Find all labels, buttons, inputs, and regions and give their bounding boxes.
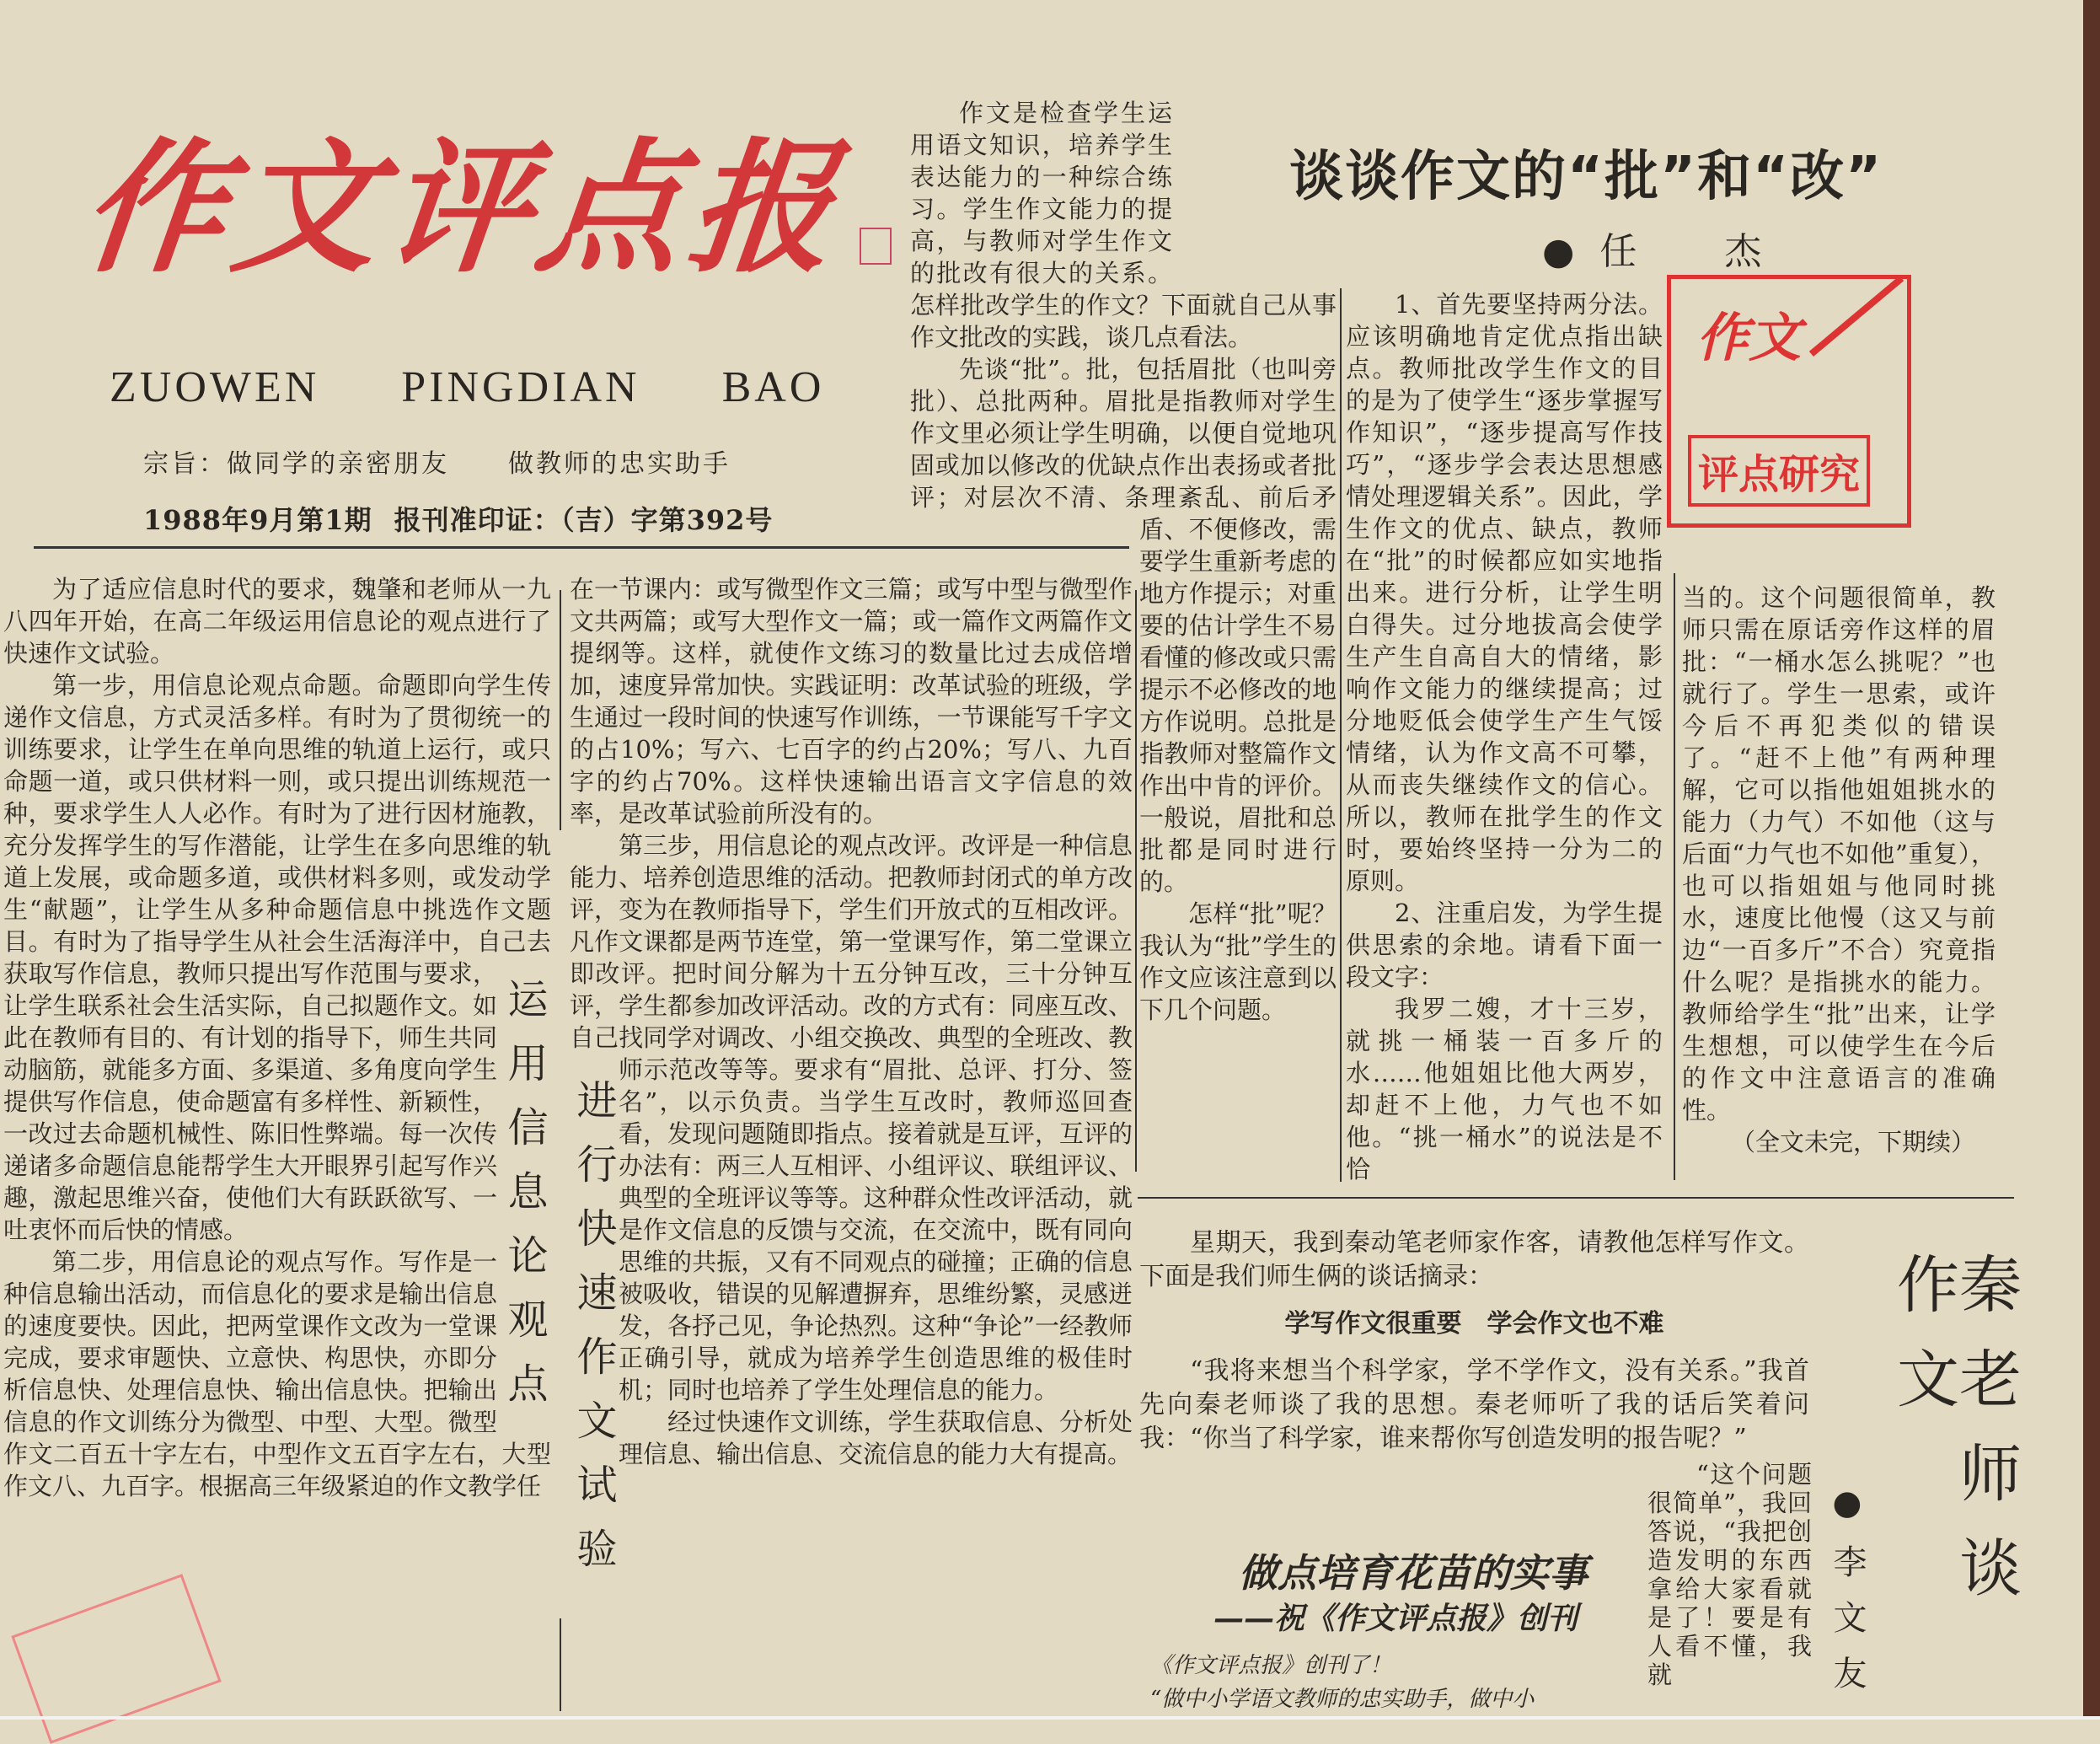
motto [143,443,731,480]
qin-article-title: 秦老师谈作文 [1887,1252,2022,1629]
left-article-title-2: 进行快速作文试验 [570,1079,617,1591]
paragraph: 我罗二嫂，才十三岁，就挑一桶装一百多斤的水……他姐姐比他大两岁，却赶不上他，力气也不如他。“挑一桶水”的说法是不恰 [1346,995,1663,1183]
page-edge [2083,0,2100,1720]
left-article-col2 [570,573,1133,1716]
masthead-pinyin: ZUOWEN PINGDIAN BAO [110,363,825,411]
paragraph: 作文是检查学生运用语文知识，培养学生表达能力的一种综合练习。学生作文能力的提高，与教师对学生作文的批改有很大的关系。怎样批改学生的作文？下面就自己从事作文批改的实践，谈几点看法。 [910,99,1337,351]
article-title: 谈谈作文的“批”和“改” [1289,146,1883,208]
column-divider [560,590,561,830]
qin-subheading: 学写作文很重要 学会作文也不难 [1284,1309,1664,1339]
paragraph: 2、注重启发，为学生提供思索的余地。请看下面一段文字： [1346,899,1663,991]
paragraph: 为了适应信息时代的要求，魏肇和老师从一九八四年开始，在高二年级运用信息论的观点进行了快速作文试验。 [3,575,551,668]
paragraph: “我将来想当个科学家，学不学作文，没有关系。”我首先向秦老师谈了我的思想。秦老师听了我的话后笑着问我：“你当了科学家，谁来帮你写创造发明的报告呢？” [1139,1356,1809,1453]
paragraph: 第三步，用信息论的观点改评。改评是一种信息能力、培养创造思维的活动。把教师封闭式的单方改评，变为在教师指导下，学生们开放式的互相改评。凡作文课都是两节连堂，第一堂课写作，第二堂课立即改评。把时间分解为十五分钟互改，三十分钟互评，学生都参加改评活动。改的方式有：同座互改、自己找同学对调改、小组交换改、典型的全班改、教师示范改等等。要求有“眉批、总评、打分、签名”，以示负责。当学生互改时，教师巡回查看，发现问题随即指点。接着就是互评，互评的办法有：两三人互相评、小组评议、联组评议、典型的全班评议等等。这种群众性改评活动，就是作文信息的反馈与交流，在交流中，既有同向思维的共振，又有不同观点的碰撞；正确的信息被吸收，错误的见解遭摒弃，思维纷繁，灵感迸发，各抒己见，争论热烈。这种“争论”一经教师正确引导，就成为培养学生创造思维的极佳时机；同时也培养了学生处理信息的能力。 [570,831,1133,1404]
congrats-line-2: “做中小学语文教师的忠实助手，做中小 [1150,1687,1535,1712]
stamp-line-1: 作文 [1696,307,1802,368]
paragraph: 在一节课内：或写微型作文三篇；或写中型与微型作文共两篇；或写大型作文一篇；或一篇作文两篇作文提纲等。这样，就使作文练习的数量比过去成倍增加，速度异常加快。实践证明：改革试验的班级，学生通过一段时间的快速写作训练，一节课能写千字文的占10%；写六、七百字的约占20%；写八、九百字的约占70%。这样快速输出语言文字信息的效率，是改革试验前所没有的。 [570,575,1133,828]
paragraph: 先谈“批”。批，包括眉批（也叫旁批）、总批两种。眉批是指教师对学生作文里必须让学生明确，以便自觉地巩固或加以修改的优缺点作出表扬或者批评；对层次不清、条理紊乱、前后矛盾、不便修改，需要学生重新考虑的地方作提示；对重要的估计学生不易看懂的修改或只需提示不必修改的地方作说明。总批是指教师对整篇作文作出中肯的评价。一般说，眉批和总批都是同时进行的。 [910,355,1337,896]
left-article-col1 [3,573,551,1716]
continued-note: （全文未完，下期续） [1731,1128,1976,1156]
seal-mark [860,228,892,265]
column-stamp [1667,275,1911,528]
motto-2: 做教师的忠实助手 [508,449,731,479]
congrats-subtitle: ——祝《作文评点报》创刊 [1213,1601,1578,1636]
qin-article-author: ●李文友 [1828,1484,1867,1711]
section-rule [1138,1197,2014,1199]
left-article-title-1: 运用信息论观点 [501,978,548,1426]
congrats-line-1: 《作文评点报》创刊了！ [1150,1653,1392,1678]
paragraph: 第二步，用信息论的观点写作。写作是一种信息输出活动，而信息化的要求是输出信息的速度要快。因此，把两堂课作文改为一堂课完成，要求审题快、立意快、构思快，亦即分析信息快、处理信息快、输出信息快。把输出信息的作文训练分为微型、中型、大型。微型作文二百五十字左右，中型作文五百字左右，大型作文八、九百字。根据高三年级紧迫的作文教学任 [3,1248,551,1500]
paragraph: 怎样“批”呢？我认为“批”学生的作文应该注意到以下几个问题。 [1139,899,1337,1024]
paragraph: 1、首先要坚持两分法。应该明确地肯定优点指出缺点。教师批改学生作文的目的是为了使学生“逐步掌握写作知识”，“逐步提高写作技巧”，“逐步学会表达思想感情处理逻辑关系”。因此，学生作文的优点、缺点，教师在“批”的时候都应如实地指出来。进行分析，让学生明白得失。过分地拔高会使学生产生自高自大的情绪，影响作文能力的继续提高；过分地贬低会使学生产生气馁情绪，认为作文高不可攀，从而丧失继续作文的信心。所以，教师在批学生的作文时，要始终坚持一分为二的原则。 [1346,290,1663,895]
column-divider [560,1618,561,1711]
main-article-col3 [1682,582,1996,1158]
main-article-col2 [1346,288,1663,1185]
issue-date: 1988年9月第1期 [143,504,372,536]
masthead-logo: 作文评点报 [73,124,851,292]
qin-article-body [1139,1226,1809,1456]
issue-line [143,499,773,538]
paragraph: “这个问题很简单”，我回答说，“我把创造发明的东西拿给大家看就是了！要是有人看不懂，我就 [1647,1460,1812,1689]
article-author: ●任 杰 [1542,230,1787,273]
paragraph: 星期天，我到秦动笔老师家作客，请教他怎样写作文。下面是我们师生俩的谈话摘录： [1139,1228,1809,1291]
paragraph: 第一步，用信息论观点命题。命题即向学生传递作文信息，方式灵活多样。有时为了贯彻统一的训练要求，让学生在单向思维的轨道上运行，或只命题一道，或只供材料一则，或只提出训练规范一种，要求学生人人必作。有时为了进行因材施教，充分发挥学生的写作潜能，让学生在多向思维的轨道上发展，或命题多道，或供材料多则，或发动学生“献题”，让学生从多种命题信息中挑选作文题目。有时为了指导学生从社会生活海洋中，自己去获取写作信息，教师只提出写作范围与要求，让学生联系社会生活实际，自己拟题作文。如此在教师有目的、有计划的指导下，师生共同动脑筋，就能多方面、多渠道、多角度向学生提供写作信息，使命题富有多样性、新颖性，一改过去命题机械性、陈旧性弊端。每一次传递诸多命题信息能帮学生大开眼界引起写作兴趣，激起思维兴奋，使他们大有跃跃欲写、一吐衷怀而后快的情感。 [3,671,551,1244]
paragraph: 经过快速作文训练，学生获取信息、分析处理信息、输出信息、交流信息的能力大有提高。 [619,1408,1133,1468]
column-divider [1674,573,1675,1180]
license-number: 报刊准印证：（吉）字第392号 [394,504,774,536]
paragraph: 当的。这个问题很简单，教师只需在原话旁作这样的眉批：“一桶水怎么挑呢？”也就行了。学生一思索，或许今后不再犯类似的错误了。“赶不上他”有两种理解，它可以指他姐姐挑水的能力（力气）不如他（这与后面“力气也不如他”重复），也可以指姐姐与他同时挑水，速度比他慢（这又与前边“一百多斤”不合）究竟指什么呢？是指挑水的能力。教师给学生“批”出来，让学生想想，可以使学生在今后的作文中注意语言的准确性。 [1682,583,1996,1124]
column-divider [1135,590,1137,1172]
stamp-line-2: 评点研究 [1688,435,1870,507]
column-divider [1340,288,1342,1182]
congrats-title: 做点培育花苗的实事 [1239,1550,1588,1596]
qin-article-narrow [1647,1460,1812,1689]
scan-border [0,1716,2100,1720]
pen-icon [1809,276,1904,357]
motto-1: 宗旨：做同学的亲密朋友 [143,449,449,479]
